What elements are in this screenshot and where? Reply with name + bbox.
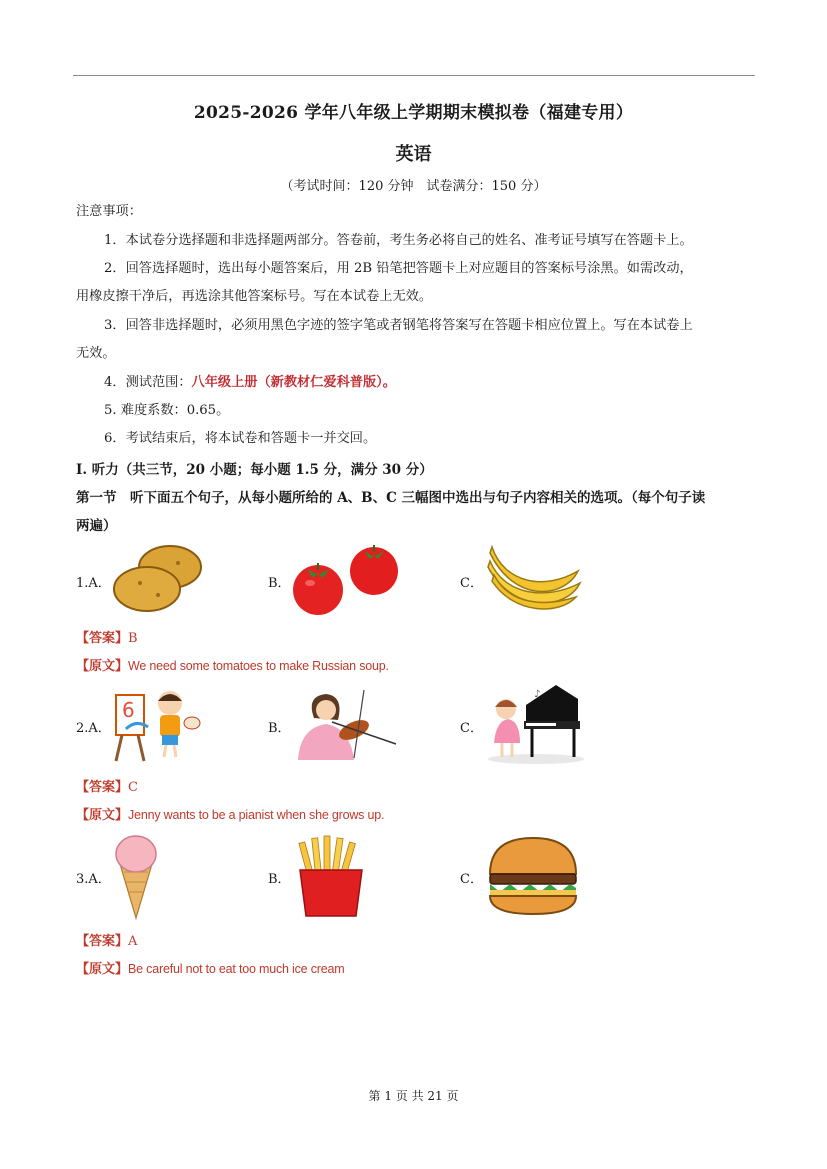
note-item-3: 3．回答非选择题时，必须用黑色字迹的签字笔或者钢笔将答案写在答题卡相应位置上。写在本试卷上 xyxy=(104,318,693,333)
page-number: 第 1 页 共 21 页 xyxy=(368,1089,459,1103)
easel-number: 6 xyxy=(122,698,135,722)
q1-source xyxy=(76,655,389,674)
answer-value: A xyxy=(128,934,138,949)
q1-option-c-label: C． xyxy=(460,576,483,591)
notes-heading: 注意事项： xyxy=(76,204,142,219)
q2-option-b-label: B． xyxy=(268,721,291,736)
french-fries-icon xyxy=(294,834,368,918)
potato-icon xyxy=(110,543,205,615)
answer-value: C xyxy=(128,780,138,795)
header-rule xyxy=(73,75,755,76)
source-tag: 【原文】 xyxy=(76,659,129,674)
q2-answer xyxy=(76,776,138,795)
part1-instruction: 第一节 听下面五个句子，从每小题所给的 A、B、C 三幅图中选出与句子内容相关的选项。（每个句子读 xyxy=(76,490,706,506)
answer-value: B xyxy=(128,631,138,646)
note-item-4 xyxy=(104,373,396,393)
source-text: Jenny wants to be a pianist when she grows up. xyxy=(128,808,385,822)
note-item-3-cont: 无效。 xyxy=(76,346,116,361)
source-tag: 【原文】 xyxy=(76,962,129,977)
note-item-6: 6．考试结束后，将本试卷和答题卡一并交回。 xyxy=(104,431,377,446)
q3-answer xyxy=(76,930,137,949)
answer-tag: 【答案】 xyxy=(76,631,129,646)
note-item-2-cont: 用橡皮擦干净后，再选涂其他答案标号。写在本试卷上无效。 xyxy=(76,289,433,304)
q3-source xyxy=(76,958,344,977)
exam-info: （考试时间：120 分钟 试卷满分：150 分） xyxy=(280,179,547,194)
part1-instruction-cont: 两遍） xyxy=(76,518,117,534)
piano-girl-icon xyxy=(486,683,586,765)
q2-option-a-label: 2.A． xyxy=(76,721,111,736)
answer-tag: 【答案】 xyxy=(76,780,129,795)
q3-option-c-label: C． xyxy=(460,872,483,887)
ice-cream-icon xyxy=(112,832,160,920)
svg-text:♪: ♪ xyxy=(534,689,541,700)
note-item-4-prefix: 4．测试范围： xyxy=(104,375,192,390)
q3-option-b-label: B． xyxy=(268,872,291,887)
q2-option-c-label: C． xyxy=(460,721,483,736)
source-text: Be careful not to eat too much ice cream xyxy=(128,962,345,976)
subject-title: 英语 xyxy=(395,144,432,165)
hamburger-icon xyxy=(486,834,580,918)
answer-tag: 【答案】 xyxy=(76,934,129,949)
note-item-1: 1．本试卷分选择题和非选择题两部分。答卷前，考生务必将自己的姓名、准考证号填写在答题卡上。 xyxy=(104,233,693,248)
note-item-5: 5. 难度系数：0.65。 xyxy=(104,403,230,418)
violin-girl-icon xyxy=(292,688,402,760)
banana-icon xyxy=(484,543,584,613)
section-heading: I. 听力（共三节，20 小题；每小题 1.5 分，满分 30 分） xyxy=(76,462,433,478)
source-tag: 【原文】 xyxy=(76,808,129,823)
q2-source xyxy=(76,804,384,823)
note-item-2: 2．回答选择题时，选出每小题答案后，用 2B 铅笔把答题卡上对应题目的答案标号涂黑。如需改动， xyxy=(104,261,693,276)
q3-option-a-label: 3.A． xyxy=(76,872,111,887)
page-title: 2025-2026 学年八年级上学期期末模拟卷（福建专用） xyxy=(193,103,634,123)
q1-option-a-label: 1.A． xyxy=(76,576,111,591)
painting-girl-icon xyxy=(112,685,202,765)
source-text: We need some tomatoes to make Russian soup. xyxy=(128,659,389,673)
tomato-icon xyxy=(290,543,400,618)
test-scope: 八年级上册（新教材仁爱科普版）。 xyxy=(191,375,396,390)
q1-option-b-label: B． xyxy=(268,576,291,591)
q1-answer xyxy=(76,627,138,646)
